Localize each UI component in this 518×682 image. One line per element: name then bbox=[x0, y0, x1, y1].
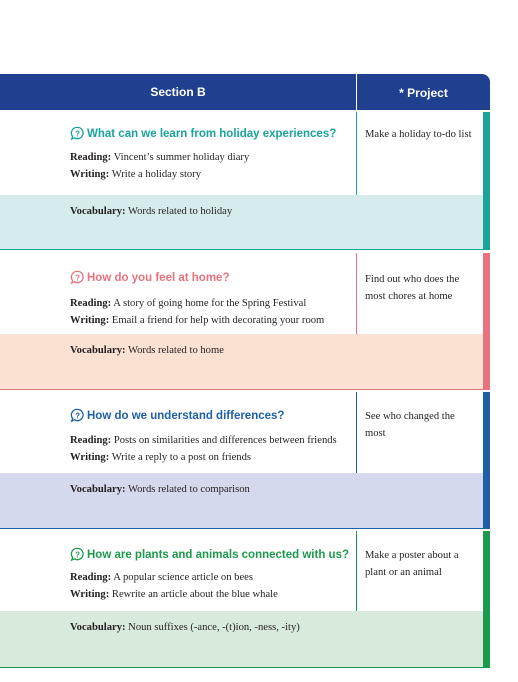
question-text: What can we learn from holiday experiences? bbox=[87, 127, 337, 140]
reading-line bbox=[70, 572, 253, 583]
writing-text: Rewrite an article about the blue whale bbox=[109, 589, 278, 600]
project-text: Make a holiday to-do list bbox=[365, 129, 472, 140]
writing-label: Writing: bbox=[70, 452, 110, 463]
vocabulary-line bbox=[70, 484, 250, 495]
vocabulary-label: Vocabulary: bbox=[70, 622, 126, 633]
row-divider bbox=[0, 667, 490, 669]
reading-text: A popular science article on bees bbox=[111, 572, 253, 583]
unit-row bbox=[0, 253, 490, 390]
writing-label: Writing: bbox=[70, 169, 110, 180]
reading-label: Reading: bbox=[70, 298, 112, 309]
svg-text:?: ? bbox=[75, 273, 80, 283]
vocabulary-line bbox=[70, 622, 300, 633]
question-text: How do you feel at home? bbox=[87, 271, 230, 284]
reading-label: Reading: bbox=[70, 152, 112, 163]
svg-text:?: ? bbox=[75, 129, 80, 139]
reading-text: Posts on similarities and differences between friends bbox=[111, 435, 337, 446]
vocabulary-band bbox=[0, 611, 483, 668]
row-divider bbox=[0, 249, 490, 251]
column-divider bbox=[356, 392, 357, 473]
vocabulary-text: Noun suffixes (-ance, -(t)ion, -ness, -ity) bbox=[125, 622, 300, 633]
project-text: Make a poster about a plant or an animal bbox=[365, 550, 459, 578]
section-b-heading: Section B bbox=[150, 85, 206, 99]
unit-row bbox=[0, 531, 490, 668]
table-header bbox=[0, 74, 490, 110]
question-text: How are plants and animals connected with us? bbox=[87, 548, 349, 561]
svg-text:?: ? bbox=[75, 411, 80, 421]
guiding-question bbox=[70, 126, 336, 141]
writing-label: Writing: bbox=[70, 589, 110, 600]
accent-bar bbox=[483, 392, 490, 529]
vocabulary-text: Words related to home bbox=[125, 345, 224, 356]
reading-line bbox=[70, 435, 337, 446]
reading-line bbox=[70, 298, 306, 309]
guiding-question bbox=[70, 547, 349, 562]
project-text: See who changed the most bbox=[365, 411, 455, 439]
accent-bar bbox=[483, 531, 490, 668]
writing-line bbox=[70, 315, 324, 326]
question-text: How do we understand differences? bbox=[87, 409, 285, 422]
column-divider bbox=[356, 112, 357, 195]
vocabulary-line bbox=[70, 206, 232, 217]
writing-text: Write a holiday story bbox=[109, 169, 202, 180]
guiding-question bbox=[70, 270, 229, 285]
column-divider bbox=[356, 531, 357, 611]
question-bubble-icon bbox=[70, 547, 85, 562]
unit-row bbox=[0, 392, 490, 529]
vocabulary-text: Words related to holiday bbox=[125, 206, 233, 217]
question-bubble-icon bbox=[70, 408, 85, 423]
vocabulary-label: Vocabulary: bbox=[70, 206, 126, 217]
question-bubble-icon bbox=[70, 126, 85, 141]
accent-bar bbox=[483, 253, 490, 390]
accent-bar bbox=[483, 112, 490, 250]
writing-text: Email a friend for help with decorating your room bbox=[109, 315, 325, 326]
vocabulary-band bbox=[0, 473, 483, 529]
writing-line bbox=[70, 169, 201, 180]
reading-label: Reading: bbox=[70, 572, 112, 583]
question-bubble-icon bbox=[70, 270, 85, 285]
reading-label: Reading: bbox=[70, 435, 112, 446]
row-divider bbox=[0, 389, 490, 391]
unit-row bbox=[0, 112, 490, 250]
reading-text: Vincent’s summer holiday diary bbox=[111, 152, 250, 163]
writing-label: Writing: bbox=[70, 315, 110, 326]
row-divider bbox=[0, 528, 490, 530]
project-heading: * Project bbox=[399, 86, 448, 100]
reading-line bbox=[70, 152, 249, 163]
writing-line bbox=[70, 589, 278, 600]
vocabulary-band bbox=[0, 195, 483, 250]
writing-line bbox=[70, 452, 251, 463]
writing-text: Write a reply to a post on friends bbox=[109, 452, 252, 463]
svg-text:?: ? bbox=[75, 550, 80, 560]
project-text: Find out who does the most chores at home bbox=[365, 274, 460, 302]
vocabulary-band bbox=[0, 334, 483, 390]
vocabulary-label: Vocabulary: bbox=[70, 345, 126, 356]
reading-text: A story of going home for the Spring Festival bbox=[111, 298, 307, 309]
vocabulary-line bbox=[70, 345, 224, 356]
guiding-question bbox=[70, 408, 284, 423]
vocabulary-text: Words related to comparison bbox=[125, 484, 250, 495]
vocabulary-label: Vocabulary: bbox=[70, 484, 126, 495]
column-divider bbox=[356, 253, 357, 334]
